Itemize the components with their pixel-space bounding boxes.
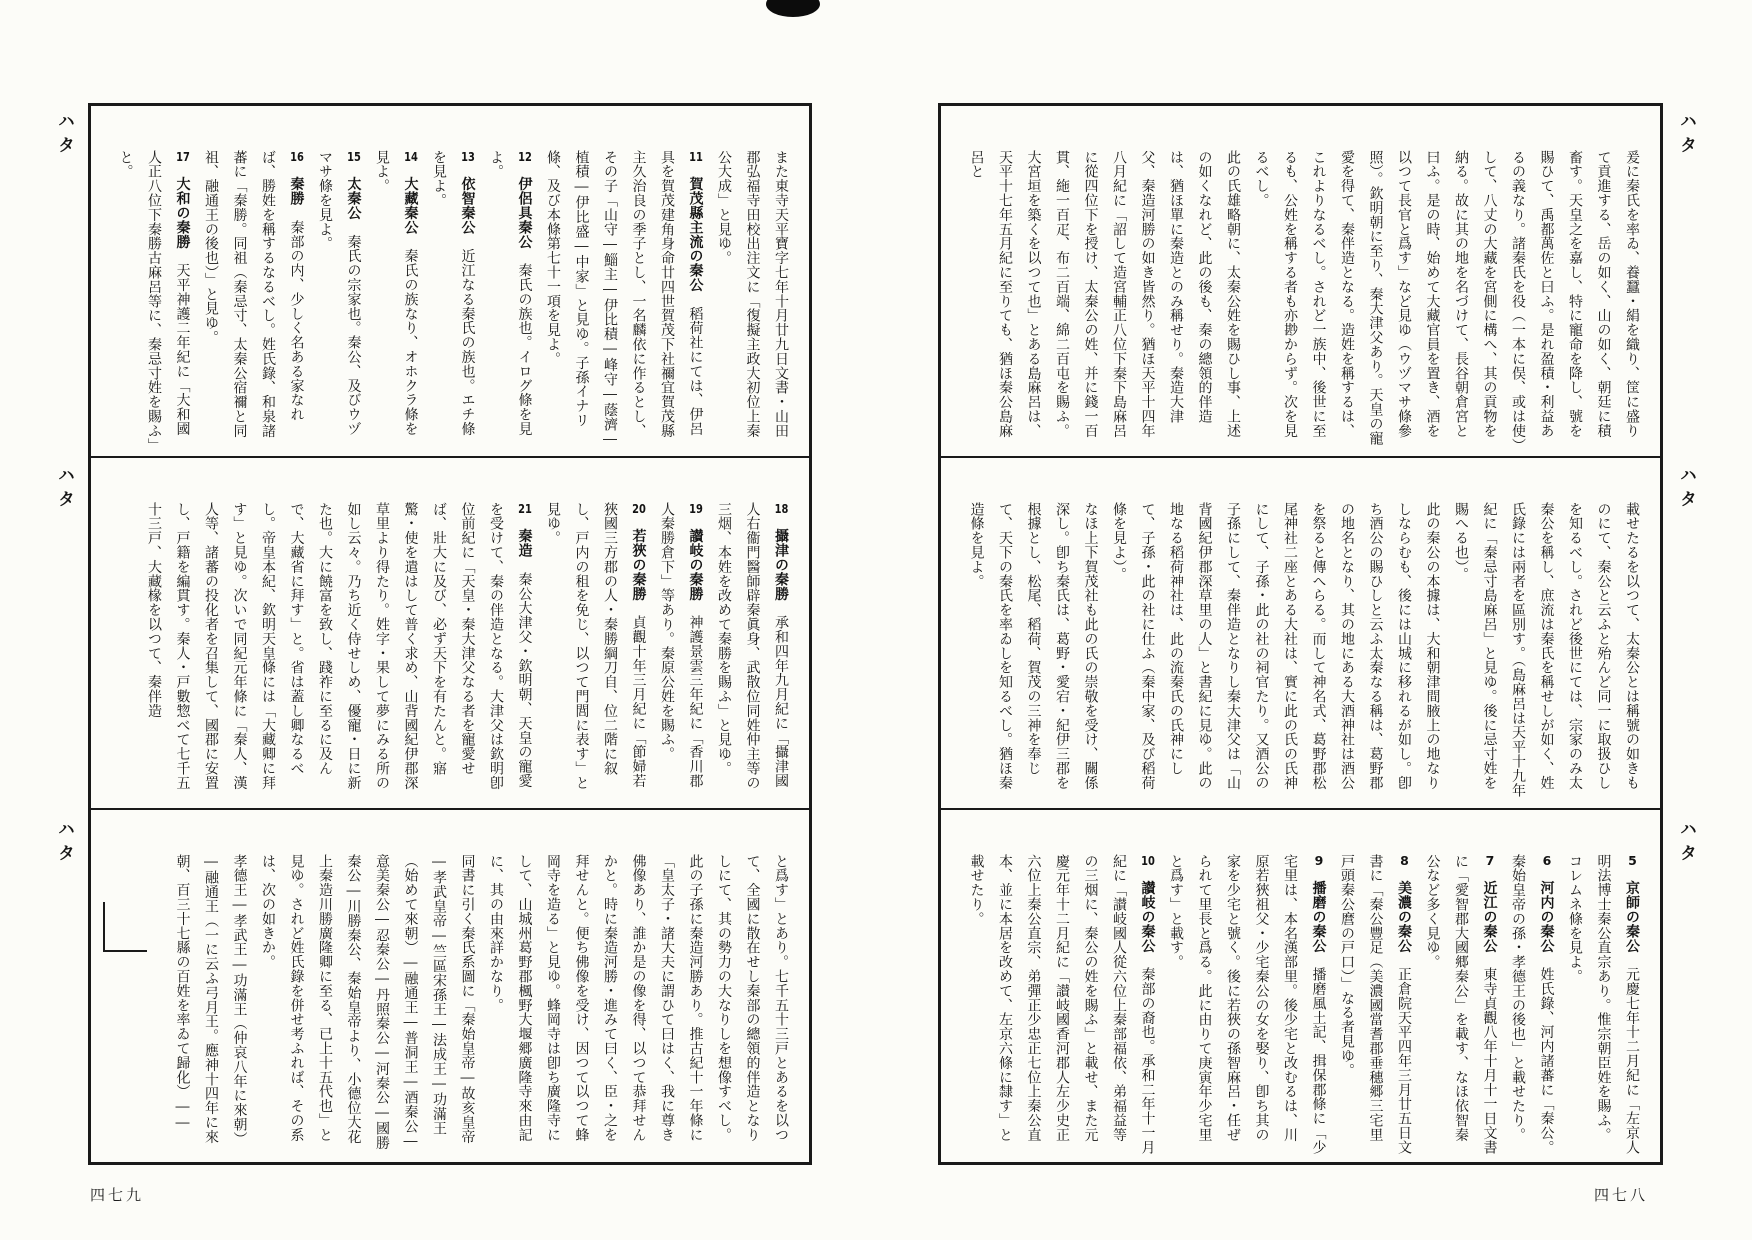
paragraph (962, 502, 1105, 802)
binding-mark-blob (766, 0, 820, 17)
entry-number: 12 (518, 150, 532, 163)
entry-headword: 攝津の秦勝 (773, 528, 789, 601)
entry (140, 502, 539, 802)
entry-headword: 大藏秦公 (402, 176, 419, 235)
page-478-band-3 (941, 810, 1660, 1162)
entry-body-text: 天平神護二年紀に「大和國人正八位下秦勝古麻呂等に、秦忌寸姓を賜ふ」と。 (117, 150, 191, 446)
entry (539, 502, 653, 802)
entry (197, 150, 311, 450)
entry-body-text: 秦部の内、少しく名ある家なれば、勝姓を稱するなるべし。姓氏錄、和泉諸蕃に「秦勝。同祖（秦忌寸、太秦公宿禰と同祖、融通王の後也）」と見ゆ。 (203, 150, 305, 438)
running-head: ハタ (54, 112, 74, 160)
entry-body-text: 秦公大津父・欽明朝、天皇の寵愛を受けて、秦の伴造となる。大津父は欽明卽位前紀に「天皇・秦大津父なる者を寵愛せば、壯大に及び、必ず天下を有たんと。寤驚・使を遣はして普く求め、山背國紀伊郡深草里より得たり。姓字・果して夢にみる所の如し云々。乃ち近く侍せしめ、優寵・日に新た也。大に饒富を致し、踐祚に至るに及んで、大藏省に拜す」と。省は蓋し卿なるべし。帝皇本紀、欽明天皇條には「大藏卿に拜す」と見ゆ。次いで同紀元年條に「秦人、漢人等、諸蕃の投化者を召集して、國郡に安置し、戸籍を編貫す。秦人・戸數惣べて七千五十三戸、大藏椽を以つて、秦伴造 (146, 502, 533, 790)
entry-number: 5 (1628, 854, 1637, 867)
entry-body-text: 秦部の裔也。承和二年十一月紀に「讃岐國人從六位上秦部福依、弟福益等の三烟に、秦公の姓を賜ふ」と載せ、また元慶元年十二月紀に「讃岐國香河郡人左少史正六位上秦公直宗、弟彈正少忠正七位上秦公直本、並に本居を改めて、左京六條に隸す」と載せたり。 (968, 854, 1156, 1155)
entry (482, 150, 539, 450)
entry-headword: 若狹の秦勝 (630, 528, 647, 601)
entry (962, 854, 1162, 1156)
entry-headword: 太秦公 (345, 176, 362, 221)
entry-headword: 京師の秦公 (1624, 880, 1640, 953)
running-head: ハタ (54, 820, 74, 868)
entry-headword: 伊侶具秦公 (516, 176, 533, 249)
entry-number: 17 (176, 150, 190, 163)
entry-body-text: 元慶七年十二月紀に「左京人明法博士秦公直宗あり。惟宗朝臣姓を賜ふ。コレムネ條を見よ。 (1567, 854, 1640, 1155)
entry-headword: 美濃の秦公 (1396, 880, 1412, 953)
entry-body-text: 孝德王―孝武王―功滿王（仲哀八年に來朝）―融通王（一に云ふ弓月王。應神十四年に來朝、百三十七縣の百姓を率ゐて歸化）―― (174, 854, 248, 1146)
entry-body-text: 姓氏錄、河内諸蕃に「秦公。秦始皇帝の孫・孝德王の後也」と載せたり。 (1510, 854, 1555, 1155)
entry-number: 9 (1314, 854, 1324, 867)
entry (1162, 854, 1333, 1156)
running-head: ハタ (1676, 466, 1696, 514)
entry-number: 19 (689, 502, 703, 515)
entry (1418, 854, 1504, 1156)
entry-headword: 讃岐の秦勝 (687, 528, 704, 601)
page-479 (88, 103, 812, 1165)
page-479-band-2 (91, 458, 809, 810)
entry-body-text: 近江なる秦氏の族也。エチ條を見よ。 (431, 150, 476, 437)
entry-body-text: 神護景雲三年紀に「香川郡人秦勝倉下」等あり。秦原公姓を賜ふ。 (659, 502, 704, 789)
running-head: ハタ (1676, 820, 1696, 868)
entry-body-text: 爰に秦氏を率ゐ、養蠶・絹を織り、筐に盛りて貢進する、岳の如く、山の如く、朝廷に積畜す。天皇之を嘉し、特に寵命を降し、號を賜ひて、禹都萬佐と曰ふ。是れ盈積・利益あるの義なり。諸秦氏を役（一本に俣、或は使）して、八丈の大藏を宮側に構へ、其の貢物を納る。故に其の地を名づけて、長谷朝倉宮と曰ふ。是の時、始めて大藏官員を置き、酒を以つて長官と爲す」など見ゆ（ウヅマサ條參照）。欽明朝に至り、秦大津父あり。天皇の寵愛を得て、秦伴造となる。造姓を稱するは、これよりなるべし。されど一族中、後世に至るも、公姓を稱する者も亦尠からず。次を見るべし。 (1253, 150, 1640, 446)
entry-number: 7 (1485, 854, 1495, 867)
entry-body-text: 秦氏の族なり、オホクラ條を見よ。 (374, 150, 419, 437)
entry-body-text: 正倉院天平四年三月廿五日文書に「秦公豐足（美濃國當耆郡垂穗郷三宅里戸頭秦公麿の戸口）」なる者見ゆ。 (1339, 854, 1412, 1155)
entry-body-text: なほ上下賀茂社も此の氏の崇敬を受け、關係深し。卽ち秦氏は、葛野・愛宕・紀伊三郡を根據とし、松尾、稻荷、賀茂の三神を奉じて、天下の秦氏を率ゐしを知るべし。猶ほ秦造條を見よ。 (968, 502, 1099, 790)
entry (539, 150, 710, 450)
entry-body-text: 貞觀十年三月紀に「節婦若狹國三方郡の人・秦勝綱刀自、位二階に叙し、戸内の租を免じ、以つて門閭に表す」と見ゆ。 (545, 502, 647, 790)
paragraph (1105, 502, 1447, 802)
paragraph (254, 854, 482, 1156)
entry-headword: 近江の秦公 (1481, 880, 1498, 953)
entry-headword: 讃岐の秦公 (1139, 880, 1156, 953)
paragraph (710, 150, 796, 450)
entry-number: 11 (689, 150, 703, 163)
entry-headword: 賀茂縣主流の秦公 (687, 176, 704, 293)
entry-body-text: 秦氏の族也。イログ條を見よ。 (488, 150, 533, 437)
entry (425, 150, 482, 450)
entry-body-text: 東寺貞觀八年十月十一日文書に「愛智郡大國郷秦公」を載す、なほ依智秦公など多く見ゆ。 (1424, 854, 1498, 1155)
page-number-478: 四七八 (1594, 1186, 1649, 1204)
entry (111, 150, 197, 450)
entry-body-text: と爲す」とあり。七千五十三戸とあるを以つて、全國に散在せし秦部の總領的伴造となりしにて、其の勢力の大なりしを想像すべし。 (716, 854, 789, 1142)
entry (368, 150, 425, 450)
entry (710, 502, 796, 802)
entry-headword: 依智秦公 (459, 176, 476, 235)
entry (1333, 854, 1419, 1156)
entry-body-text: 承和四年九月紀に「攝津國人右衞門醫師辟秦眞身、武散位同姓仲主等の三烟、本姓を改めて秦勝を賜ふ」と見ゆ。 (716, 502, 789, 790)
entry-body-text: また東寺天平寶字七年十月廿九日文書・山田郡弘福寺田校出注文に「復擬主政大初位上秦公大成」と見ゆ。 (716, 150, 789, 438)
entry-headword: 播磨の秦公 (1310, 880, 1327, 953)
entry-number: 14 (404, 150, 418, 163)
paragraph (710, 854, 796, 1156)
entry-body-text: 載せたるを以つて、太秦公とは稱號の如きものにて、秦公と云ふと殆んど同一に取扱ひしを知るべし。されど後世にては、宗家のみ太秦公を稱し、庶流は秦氏を稱せしが如く、姓氏錄には兩者を區別す。（島麻呂は天平十九年紀に「秦忌寸島麻呂」と見ゆ。後に忌寸姓を賜へる也）。 (1453, 502, 1640, 798)
running-head: ハタ (1676, 112, 1696, 160)
entry-body-text: 秦氏の宗家也。秦公、及びウヅマサ條を見よ。 (317, 150, 362, 437)
genealogy-bracket-line (103, 902, 147, 952)
entry-headword: 秦勝 (288, 176, 305, 206)
entry-body-text: 此の秦公の本據は、大和朝津間腋上の地なりしならむも、後には山城に移れるが如し。卽ち酒公の賜ひしと云ふ太秦なる稱は、葛野郡の地名となり、其の地にある大酒神社は酒公を祭ると傳へらる。而して神名式、葛野郡松尾神社二座とある大社は、實に此の氏の氏神にして、子孫・此の社の祠官たり。又酒公の子孫にして、秦伴造となりし秦大津父は「山背國紀伊郡深草里の人」と書紀に見ゆ。此の地なる稻荷神社は、此の流秦氏の氏神にして、子孫・此の社に仕ふ（秦中家、及び稻荷條を見よ）。 (1111, 502, 1441, 790)
paragraph (962, 150, 1247, 450)
entry-body-text: 播磨風土記、揖保郡條に「少宅里は、本名漢部里。後少宅と改むるは、川原若狹祖父・少宅秦公の女を娶り、卽ち其の家を少宅と號く。後に若狹の孫智麻呂・任ぜられて里長と爲る。此に由りて庚寅年少宅里と爲す」と載す。 (1168, 854, 1327, 1155)
paragraph (482, 854, 710, 1156)
entry-headword: 大和の秦勝 (174, 176, 191, 249)
entry-number: 6 (1542, 854, 1552, 867)
page-478-band-1 (941, 106, 1660, 458)
page-478-band-2 (941, 458, 1660, 810)
entry-number: 8 (1400, 854, 1409, 867)
entry-number: 15 (347, 150, 361, 163)
entry-number: 13 (461, 150, 475, 163)
entry-body-text: 同書に引く秦氏系圖に「秦始皇帝―故亥皇帝―孝武皇帝―竺區宋孫王―法成王―功滿王（始めて來朝）―融通王―普洞王―酒秦公―意美秦公―忍秦公―丹照秦公―河秦公―國勝秦公―川勝秦公、秦始皇帝より、小德位大花上秦造川勝廣隆卿に至る、已上十五代也」と見ゆ。されど姓氏錄を併せ考ふれば、その系は、次の如きか。 (260, 854, 476, 1150)
entry-number: 18 (774, 502, 789, 515)
entry (1504, 854, 1561, 1156)
entry-headword: 河内の秦公 (1538, 880, 1555, 953)
entry-number: 10 (1141, 854, 1155, 867)
page-478 (938, 103, 1663, 1165)
entry-body-text: 此の子孫に秦造河勝あり。推古紀十一年條に「皇太子・諸大夫に謂ひて曰はく、我に尊き佛像あり、誰か是の像を得、以つて恭拜せんかと。時に秦造河勝・進みて曰く、臣・之を拜せんと。便ち佛像を受け、因つて以つて蜂岡寺を造る」と見ゆ。蜂岡寺は卽ち廣隆寺にして、山城州葛野郡楓野大堰郷廣隆寺來由記に、其の由來詳かなり。 (488, 854, 704, 1142)
entry-body-text: 此の氏雄略朝に、太秦公姓を賜ひし事、上述の如くなれど、此の後も、秦の總領的伴造は、猶ほ單に秦造とのみ稱せり。秦造大津父、秦造河勝の如き皆然り。猶ほ天平十四年八月紀に「詔して造宮輔正八位下秦下島麻呂に從四位下を授け、太秦公の姓、并に錢一百貫、絁一百疋、布二百端、綿二百屯を賜ふ。大宮垣を築くを以つて也」とある島麻呂は、天平十七年五月紀に至りても、猶ほ秦公島麻呂と (968, 150, 1241, 438)
running-head: ハタ (54, 466, 74, 514)
entry (1561, 854, 1647, 1156)
entry (653, 502, 710, 802)
entry-number: 21 (518, 502, 532, 515)
page-number-479: 四七九 (90, 1186, 145, 1204)
paragraph (1247, 150, 1646, 450)
entry-headword: 秦造 (516, 528, 533, 558)
paragraph (168, 854, 254, 1156)
page-479-band-1 (91, 106, 809, 458)
entry-number: 20 (632, 502, 646, 515)
paragraph (1447, 502, 1647, 802)
entry (311, 150, 368, 450)
page-479-band-3 (91, 810, 809, 1162)
entry-body-text: 稻荷社にては、伊呂具を賀茂建角身命廿四世賀茂下社禰宜賀茂縣主久治良の季子とし、一名麟依に作るとし、その子「山守―鯔主―伊比積―峰守―蔭濟―植積―伊比盛―中家」と見ゆ。子孫イナリ條、及び本條第七十一項を見よ。 (545, 150, 704, 448)
entry-number: 16 (290, 150, 304, 163)
